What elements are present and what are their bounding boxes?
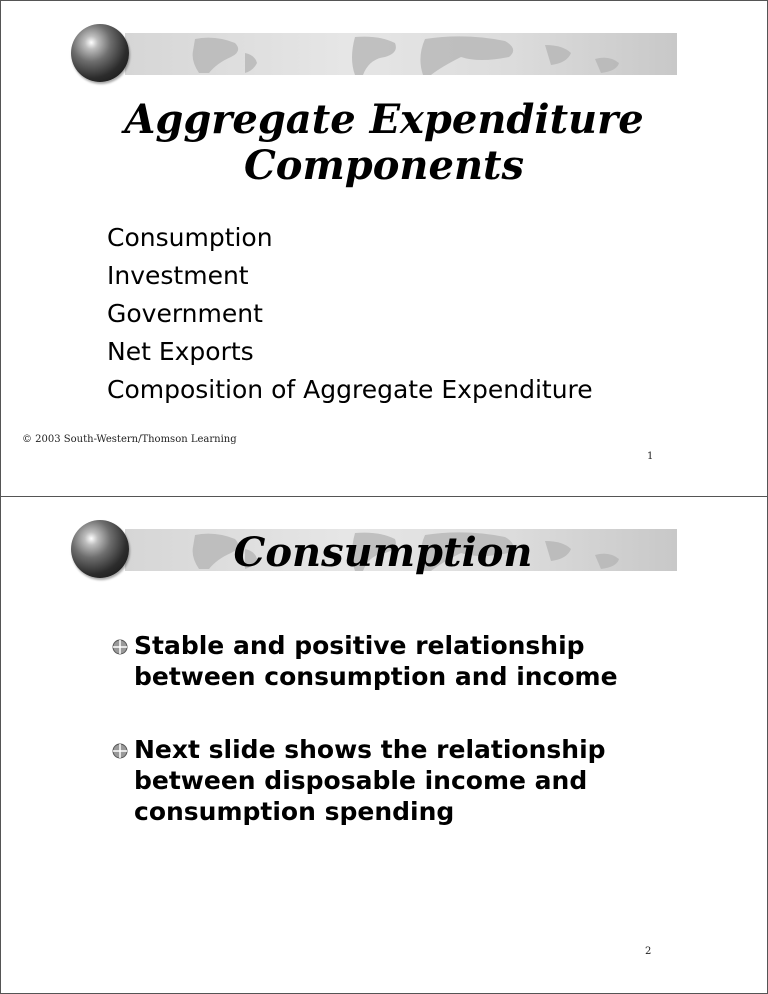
topic-item: Composition of Aggregate Expenditure [107,375,593,404]
topic-list [107,219,593,409]
bullet-text: Next slide shows the relationship between disposable income and consumption spending [134,735,606,826]
bullet-item [112,630,672,692]
copyright-notice: © 2003 South-Western/Thomson Learning [22,434,237,445]
topic-item: Net Exports [107,337,254,366]
topic-item: Government [107,299,263,328]
topic-item: Investment [107,261,249,290]
slide-1-title-line-1: Aggregate Expenditure [124,96,644,143]
slide-2-title: Consumption [233,529,533,576]
bullet-item [112,734,672,827]
topic-item: Consumption [107,223,273,252]
world-map-banner [125,33,677,75]
bullet-text: Stable and positive relationship between consumption and income [134,631,618,691]
globe-icon [71,24,129,82]
disc-bullet-icon [112,639,128,655]
slide-1-title-line-2: Components [243,142,525,189]
bullet-list [112,630,672,869]
page-number: 1 [647,451,654,462]
slide-1-title [1,97,767,189]
page-number: 2 [645,946,652,957]
disc-bullet-icon [112,743,128,759]
